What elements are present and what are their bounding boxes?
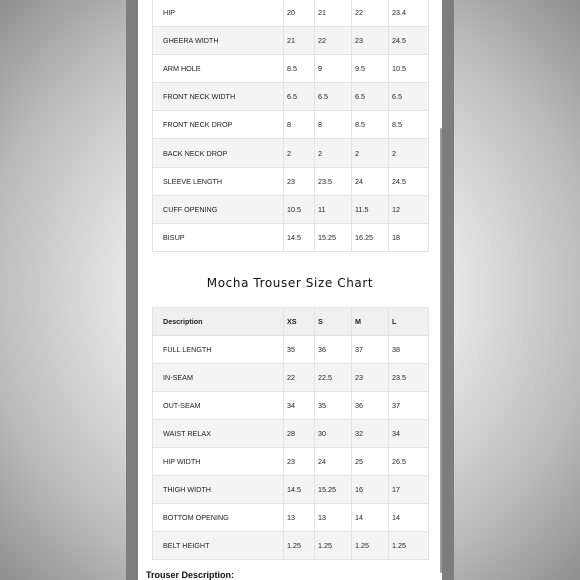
row-label: OUT-SEAM xyxy=(153,392,284,420)
cell-value: 25 xyxy=(352,448,389,476)
cell-value: 26.5 xyxy=(389,448,429,476)
cell-value: 37 xyxy=(389,392,429,420)
table-row xyxy=(153,364,429,392)
row-label: BOTTOM OPENING xyxy=(153,504,284,532)
cell-value: 23.5 xyxy=(389,364,429,392)
table-header-row xyxy=(153,308,429,336)
cell-value: 2 xyxy=(352,139,389,167)
cell-value: 6.5 xyxy=(389,83,429,111)
cell-value: 17 xyxy=(389,476,429,504)
table-row xyxy=(153,195,429,223)
cell-value: 8.5 xyxy=(352,111,389,139)
cell-value: 36 xyxy=(315,336,352,364)
cell-value: 24 xyxy=(315,448,352,476)
cell-value: 21 xyxy=(315,0,352,27)
cell-value: 35 xyxy=(315,392,352,420)
table-row xyxy=(153,476,429,504)
cell-value: 8.5 xyxy=(389,111,429,139)
cell-value: 6.5 xyxy=(315,83,352,111)
cell-value: 1.25 xyxy=(284,532,315,560)
cell-value: 22.5 xyxy=(315,364,352,392)
table-row xyxy=(153,111,429,139)
cell-value: 24 xyxy=(352,167,389,195)
cell-value: 2 xyxy=(284,139,315,167)
cell-value: 13 xyxy=(284,504,315,532)
header-size-m: M xyxy=(352,308,389,336)
cell-value: 11.5 xyxy=(352,195,389,223)
row-label: BACK NECK DROP xyxy=(153,139,284,167)
table-row xyxy=(153,27,429,55)
trouser-description-heading: Trouser Description: xyxy=(146,570,235,580)
cell-value: 35 xyxy=(284,336,315,364)
table-row xyxy=(153,336,429,364)
cell-value: 34 xyxy=(284,392,315,420)
cell-value: 22 xyxy=(284,364,315,392)
row-label: FRONT NECK WIDTH xyxy=(153,83,284,111)
row-label: FULL LENGTH xyxy=(153,336,284,364)
product-page xyxy=(138,0,442,580)
cell-value: 8 xyxy=(315,111,352,139)
scrollbar[interactable] xyxy=(440,128,442,573)
cell-value: 14.5 xyxy=(284,223,315,251)
table-row xyxy=(153,448,429,476)
cell-value: 12 xyxy=(389,195,429,223)
header-description: Description xyxy=(153,308,284,336)
cell-value: 23.5 xyxy=(315,167,352,195)
cell-value: 36 xyxy=(352,392,389,420)
cell-value: 14 xyxy=(352,504,389,532)
cell-value: 2 xyxy=(315,139,352,167)
cell-value: 23.4 xyxy=(389,0,429,27)
row-label: BISUP xyxy=(153,223,284,251)
cell-value: 10.5 xyxy=(284,195,315,223)
cell-value: 10.5 xyxy=(389,55,429,83)
cell-value: 16.25 xyxy=(352,223,389,251)
row-label: THIGH WIDTH xyxy=(153,476,284,504)
row-label: WAIST RELAX xyxy=(153,420,284,448)
cell-value: 22 xyxy=(352,0,389,27)
row-label: ARM HOLE xyxy=(153,55,284,83)
table-row xyxy=(153,532,429,560)
row-label: CUFF OPENING xyxy=(153,195,284,223)
header-size-s: S xyxy=(315,308,352,336)
table-row xyxy=(153,167,429,195)
cell-value: 8 xyxy=(284,111,315,139)
cell-value: 14.5 xyxy=(284,476,315,504)
cell-value: 13 xyxy=(315,504,352,532)
cell-value: 6.5 xyxy=(284,83,315,111)
cell-value: 30 xyxy=(315,420,352,448)
cell-value: 1.25 xyxy=(389,532,429,560)
cell-value: 1.25 xyxy=(315,532,352,560)
row-label: FRONT NECK DROP xyxy=(153,111,284,139)
table-row xyxy=(153,0,429,27)
cell-value: 8.5 xyxy=(284,55,315,83)
cell-value: 32 xyxy=(352,420,389,448)
cell-value: 23 xyxy=(352,364,389,392)
header-size-xs: XS xyxy=(284,308,315,336)
cell-value: 16 xyxy=(352,476,389,504)
cell-value: 20 xyxy=(284,0,315,27)
cell-value: 1.25 xyxy=(352,532,389,560)
cell-value: 14 xyxy=(389,504,429,532)
table-row xyxy=(153,223,429,251)
row-label: SLEEVE LENGTH xyxy=(153,167,284,195)
row-label: HIP WIDTH xyxy=(153,448,284,476)
row-label: GHEERA WIDTH xyxy=(153,27,284,55)
cell-value: 24.5 xyxy=(389,167,429,195)
row-label: IN-SEAM xyxy=(153,364,284,392)
cell-value: 37 xyxy=(352,336,389,364)
cell-value: 23 xyxy=(284,167,315,195)
cell-value: 2 xyxy=(389,139,429,167)
cell-value: 24.5 xyxy=(389,27,429,55)
table-row xyxy=(153,420,429,448)
top-size-chart-table xyxy=(152,0,429,252)
cell-value: 28 xyxy=(284,420,315,448)
table-row xyxy=(153,392,429,420)
row-label: HIP xyxy=(153,0,284,27)
cell-value: 6.5 xyxy=(352,83,389,111)
table-row xyxy=(153,83,429,111)
trouser-chart-title: Mocha Trouser Size Chart xyxy=(206,276,374,290)
cell-value: 38 xyxy=(389,336,429,364)
table-row xyxy=(153,139,429,167)
header-size-l: L xyxy=(389,308,429,336)
cell-value: 9 xyxy=(315,55,352,83)
trouser-size-chart-table xyxy=(152,307,429,560)
cell-value: 34 xyxy=(389,420,429,448)
cell-value: 9.5 xyxy=(352,55,389,83)
cell-value: 11 xyxy=(315,195,352,223)
cell-value: 22 xyxy=(315,27,352,55)
table-row xyxy=(153,55,429,83)
cell-value: 15.25 xyxy=(315,476,352,504)
row-label: BELT HEIGHT xyxy=(153,532,284,560)
cell-value: 21 xyxy=(284,27,315,55)
table-row xyxy=(153,504,429,532)
cell-value: 18 xyxy=(389,223,429,251)
cell-value: 23 xyxy=(284,448,315,476)
cell-value: 23 xyxy=(352,27,389,55)
cell-value: 15.25 xyxy=(315,223,352,251)
